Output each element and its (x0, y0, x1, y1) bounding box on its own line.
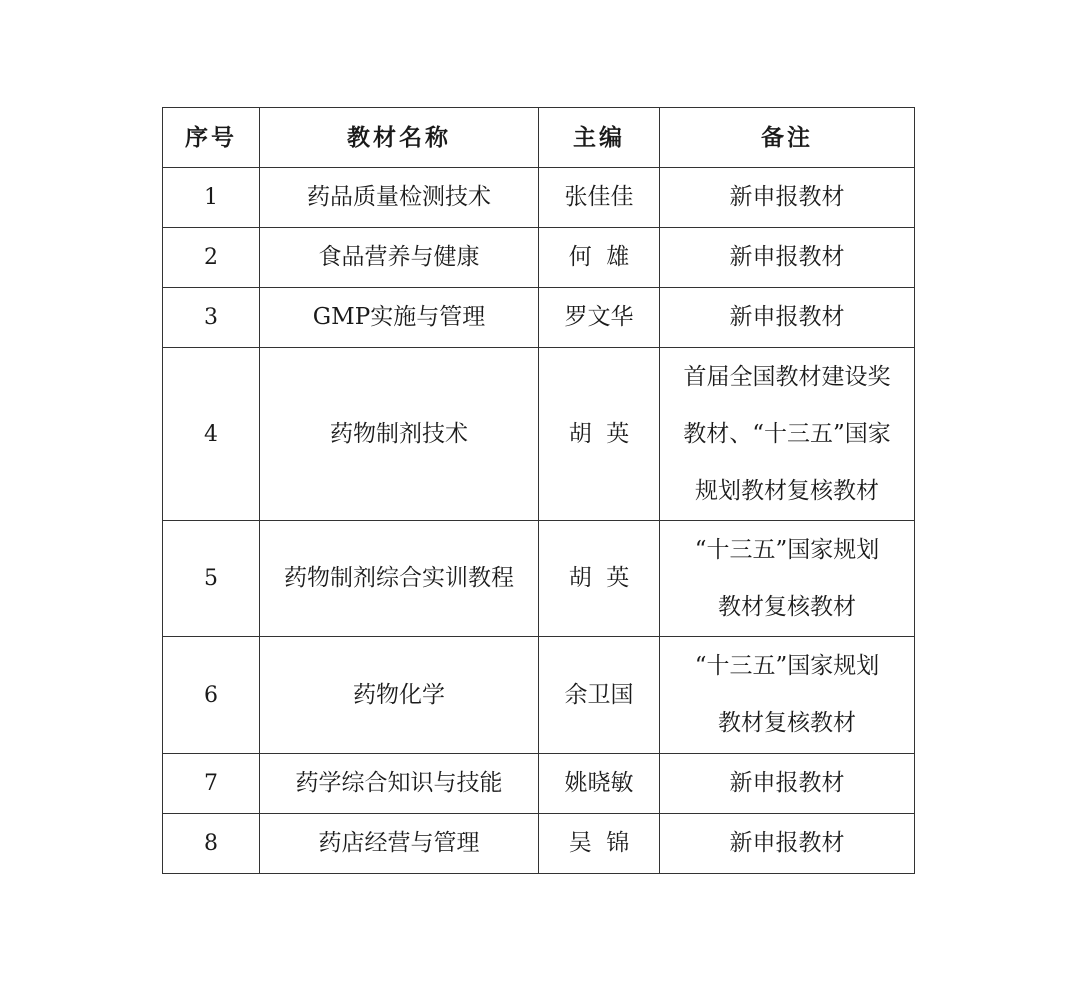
header-editor: 主编 (539, 108, 660, 168)
row-name: 药学综合知识与技能 (260, 754, 539, 814)
row-name: 药物制剂技术 (260, 348, 539, 521)
table-row (163, 348, 915, 521)
row-note (660, 814, 915, 874)
row-note (660, 754, 915, 814)
row-index: 3 (163, 288, 260, 348)
note-line: 新申报教材 (729, 770, 845, 796)
row-editor: 罗文华 (539, 288, 660, 348)
row-note (660, 288, 915, 348)
table-row (163, 521, 915, 637)
row-index: 6 (163, 637, 260, 754)
row-name: 药物化学 (260, 637, 539, 754)
row-note (660, 348, 915, 521)
row-index: 5 (163, 521, 260, 637)
header-name: 教材名称 (260, 108, 539, 168)
row-name: 食品营养与健康 (260, 228, 539, 288)
note-line: 规划教材复核教材 (695, 477, 879, 504)
row-note (660, 168, 915, 228)
note-line: 首届全国教材建设奖 (683, 363, 891, 390)
note-line: 新申报教材 (729, 830, 845, 856)
row-editor: 吴 锦 (539, 814, 660, 874)
table-header-row (163, 108, 915, 168)
note-line: 教材、“十三五”国家 (683, 420, 891, 447)
header-index: 序号 (163, 108, 260, 168)
row-name: 药品质量检测技术 (260, 168, 539, 228)
row-index: 8 (163, 814, 260, 874)
note-line: 教材复核教材 (718, 593, 856, 620)
textbook-table (162, 107, 915, 874)
table-row (163, 754, 915, 814)
table-row (163, 288, 915, 348)
header-note: 备注 (660, 108, 915, 168)
table-row (163, 814, 915, 874)
row-name: GMP实施与管理 (260, 288, 539, 348)
table-row (163, 228, 915, 288)
row-index: 7 (163, 754, 260, 814)
row-name: 药店经营与管理 (260, 814, 539, 874)
table-row (163, 168, 915, 228)
row-name: 药物制剂综合实训教程 (260, 521, 539, 637)
row-editor: 姚晓敏 (539, 754, 660, 814)
table-row (163, 637, 915, 754)
row-editor: 余卫国 (539, 637, 660, 754)
row-note (660, 521, 915, 637)
row-editor: 胡 英 (539, 521, 660, 637)
note-line: “十三五”国家规划 (694, 536, 880, 563)
note-line: 新申报教材 (729, 244, 845, 270)
row-editor: 张佳佳 (539, 168, 660, 228)
row-note (660, 637, 915, 754)
row-index: 1 (163, 168, 260, 228)
note-line: 新申报教材 (729, 184, 845, 210)
row-index: 4 (163, 348, 260, 521)
row-index: 2 (163, 228, 260, 288)
note-line: 教材复核教材 (718, 710, 856, 736)
note-line: 新申报教材 (729, 304, 845, 330)
note-line: “十三五”国家规划 (694, 653, 880, 679)
row-editor: 胡 英 (539, 348, 660, 521)
row-editor: 何 雄 (539, 228, 660, 288)
row-note (660, 228, 915, 288)
